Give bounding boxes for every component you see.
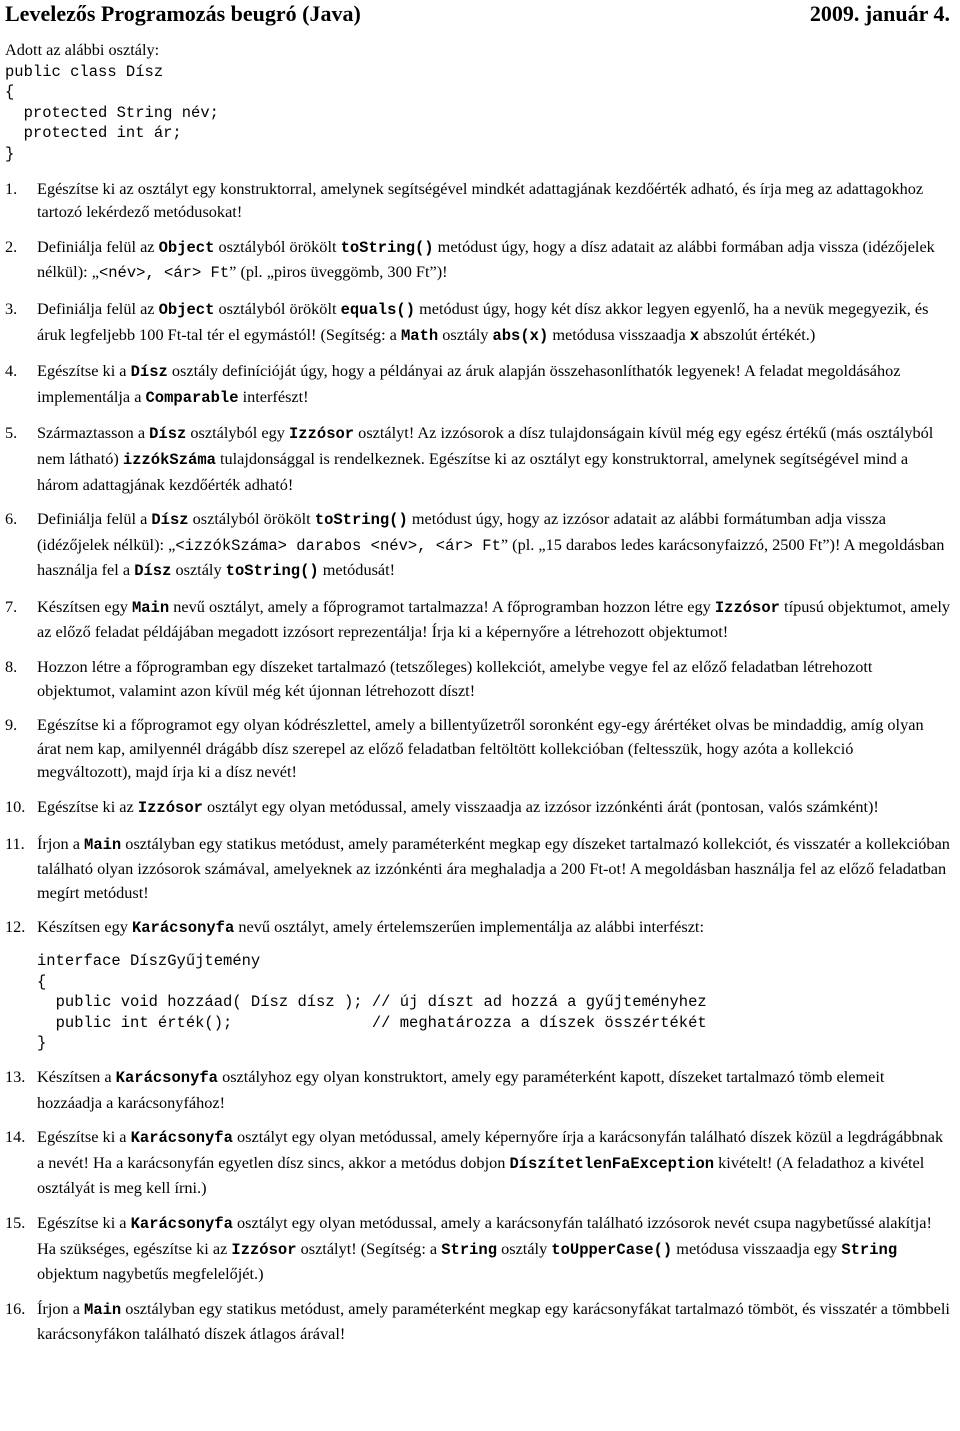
task-text-segment: Definiálja felül a [37, 509, 152, 529]
code-identifier: Main [131, 598, 170, 617]
task-text [37, 507, 950, 584]
task-text-segment: metódusa visszaadja egy [672, 1238, 842, 1258]
task-text [37, 832, 950, 905]
code-identifier: Main [84, 835, 122, 854]
code-identifier: toString() [340, 238, 434, 257]
task-text-segment: metódusát! [318, 560, 396, 580]
task-number: 6. [5, 509, 18, 529]
task-number: 16. [5, 1298, 26, 1318]
task-text-segment: Származtasson a [37, 423, 150, 443]
task-text-segment: Definiálja felül az [37, 298, 159, 318]
task-number: 7. [5, 596, 18, 616]
code-identifier: Math [400, 326, 439, 345]
task-text-segment: kivételt! (A feladathoz a kivétel osztályát is meg kell írni.) [37, 1152, 925, 1198]
task-item [5, 421, 950, 496]
task-text-segment: Egészítse ki a főprogramot egy olyan kódrészlettel, amely a billentyűzetről soronként egy-egy árértéket olvas be mindaddig, amíg olyan árat nem kap, amilyennél drágább dísz szerepel az előző feladatban feltöltött kollekcióban (feltesszük, hogy azóta a kollekció megváltozott), majd írja ki a dísz nevét! [37, 715, 924, 782]
task-text-segment: osztályból örökölt [214, 236, 341, 256]
task-item [5, 655, 950, 702]
task-number: 8. [5, 657, 18, 677]
task-number: 15. [5, 1212, 26, 1232]
task-text-segment: osztályból örökölt [214, 298, 341, 318]
code-identifier: equals() [340, 300, 415, 319]
task-item [5, 1065, 950, 1114]
task-text [37, 655, 950, 702]
task-text [37, 595, 950, 644]
task-text-segment: metódust úgy, hogy az izzósor adatait az alábbi formátumban adja vissza (idézőjelek nélkül): „ [37, 509, 886, 554]
page-header [5, 0, 950, 27]
task-text-segment: Írjon a [37, 1298, 85, 1318]
code-identifier: toString() [225, 562, 319, 581]
task-text-segment: Hozzon létre a főprogramban egy díszeket tartalmazó (tetszőleges) kollekciót, amelybe vegye fel az előző feladatban létrehozott objektumot, valamint azon kívül még két újonnan létrehozott díszt! [37, 657, 873, 700]
task-text-segment: Készítsen egy [37, 917, 132, 937]
task-number: 14. [5, 1127, 26, 1147]
task-text-segment: Egészítse ki az [37, 797, 138, 817]
task-text-segment: Egészítse ki az osztályt egy konstruktorral, amelynek segítségével mindkét adattagjának kezdőérték adható, és írja meg az adattagokhoz tartozó lekérdező metódusokat! [37, 178, 924, 222]
code-identifier: Karácsonyfa [130, 1129, 233, 1148]
code-identifier: Izzósor [714, 598, 780, 617]
task-number: 10. [5, 797, 26, 817]
task-text-segment: típusú objektumot, amely az előző feladat példájában megadott izzósort reprezentálja! Írja ki a képernyőre a létrehozott objektumot! [37, 596, 950, 642]
code-identifier: String [841, 1240, 898, 1259]
code-identifier: Izzósor [231, 1240, 297, 1259]
task-number: 13. [5, 1066, 26, 1086]
task-text-segment: Írjon a [37, 833, 85, 853]
task-text-segment: metódusa visszaadja [548, 324, 690, 344]
code-identifier: Karácsonyfa [131, 919, 235, 938]
code-identifier: String [441, 1240, 498, 1259]
task-item [5, 1211, 950, 1286]
task-text-segment: Egészítse ki a [37, 361, 131, 381]
page-title: Levelezős Programozás beugró (Java) [5, 1, 361, 26]
task-number: 12. [5, 917, 26, 937]
task-item [5, 507, 950, 584]
intro-text: Adott az alábbi osztály: [5, 40, 160, 59]
task-text [37, 1125, 950, 1200]
code-identifier: Izzósor [288, 425, 355, 444]
task-text [37, 235, 950, 286]
task-text-segment: tulajdonsággal is rendelkeznek. Egészítse ki az osztályt egy konstruktorral, amelynek segítségével mind a három adattagjának kezdőérték adható! [37, 448, 909, 494]
task-text-segment: metódust úgy, hogy két dísz akkor legyen egyenlő, ha a nevük megegyezik, és áruk legfeljebb 100 Ft-tal tér el egymástól! (Segítség: a [37, 298, 929, 344]
page-date: 2009. január 4. [809, 1, 950, 26]
task-text-segment: objektum nagybetűs megfelelőjét.) [37, 1264, 264, 1284]
task-item [5, 177, 950, 224]
task-item [5, 297, 950, 348]
task-number: 5. [5, 423, 18, 443]
code-identifier: x [689, 326, 700, 345]
task-text [37, 177, 950, 224]
task-text-segment: osztályban egy statikus metódust, amely paraméterként megkap egy karácsonyfákat tartalmazó tömböt, és visszatér a tömbbeli karácsonyfákon található díszek átlagos árával! [37, 1298, 950, 1344]
code-identifier: abs(x) [492, 326, 549, 345]
interface-code-block: interface DíszGyűjtemény { public void hozzáad( Dísz dísz ); // új díszt ad hozzá a gyűjteményhez public int érték(); // meghatározza a díszek összértékét } [37, 952, 707, 1053]
task-item [5, 359, 950, 410]
task-text-segment: osztály [438, 324, 493, 344]
task-text-segment: osztályt! (Segítség: a [296, 1238, 442, 1258]
task-item [5, 795, 950, 821]
task-item [5, 915, 950, 1054]
task-text-segment: Készítsen egy [37, 596, 132, 616]
task-item [5, 235, 950, 286]
code-identifier: Main [84, 1300, 122, 1319]
task-text [37, 1211, 950, 1286]
task-number: 11. [5, 833, 25, 853]
task-text-segment: osztály [171, 560, 226, 580]
code-identifier: toUpperCase() [551, 1240, 673, 1259]
format-template: <név>, <ár> Ft [98, 264, 230, 283]
task-text-segment: Egészítse ki a [37, 1127, 131, 1147]
task-item [5, 832, 950, 905]
code-identifier: Karácsonyfa [115, 1068, 218, 1087]
task-number: 2. [5, 236, 18, 256]
task-text [37, 795, 950, 821]
task-text-segment: nevű osztályt, amely a főprogramot tartalmazza! A főprogramban hozzon létre egy [169, 596, 715, 616]
code-identifier: Karácsonyfa [130, 1214, 233, 1233]
task-text [37, 359, 950, 410]
code-identifier: Comparable [145, 388, 239, 407]
task-item [5, 713, 950, 784]
task-text-segment: interfészt! [238, 386, 309, 406]
task-text-segment: nevű osztályt, amely értelemszerűen implementálja az alábbi interfészt: [234, 917, 704, 937]
task-text [37, 421, 950, 496]
code-identifier: Dísz [151, 511, 189, 530]
code-identifier: toString() [314, 511, 408, 530]
code-identifier: Dísz [134, 562, 172, 581]
code-identifier: Izzósor [137, 799, 203, 818]
task-text-segment: osztály definícióját úgy, hogy a példányai az áruk alapján összehasonlíthatók legyenek! A feladat megoldásához implementálja a [37, 361, 901, 406]
task-text-segment: osztályból örökölt [188, 509, 315, 529]
code-identifier: Dísz [149, 425, 187, 444]
code-identifier: Object [158, 238, 215, 257]
task-number: 9. [5, 715, 18, 735]
code-identifier: Object [158, 300, 215, 319]
task-text-segment: metódust úgy, hogy a dísz adatait az alábbi formában adja vissza (idézőjelek nélkül): „ [37, 236, 935, 282]
class-code-block: public class Dísz { protected String név; protected int ár; } [5, 62, 219, 163]
task-list [5, 177, 950, 1346]
task-text-segment: osztályból egy [186, 423, 289, 443]
task-text-segment: osztályban egy statikus metódust, amely paraméterként megkap egy díszeket tartalmazó kollekciót, és visszatér a kollekcióban található olyan izzósorok számával, amelyeknek az izzónkénti ára meghaladja a 200 Ft-ot! A megoldásban használja fel az előző feladatban megírt metódust! [37, 833, 950, 902]
code-identifier: izzókSzáma [122, 450, 216, 469]
task-number: 4. [5, 361, 18, 381]
task-text [37, 297, 950, 348]
task-text-segment: osztályt egy olyan metódussal, amely visszaadja az izzósor izzónkénti árát (pontosan, valós számként)! [202, 797, 879, 817]
task-text-segment: Definiálja felül az [37, 236, 159, 256]
task-text-segment: ” (pl. „piros üveggömb, 300 Ft”)! [229, 262, 448, 282]
task-item [5, 1297, 950, 1346]
task-text-segment: ” (pl. „15 darabos ledes karácsonyfaizzó, 2500 Ft”)! A megoldásban használja fel a [37, 534, 945, 580]
task-text-segment: osztályt egy olyan metódussal, amely képernyőre írja a karácsonyfán található díszek közül a legdrágábbnak a nevét! Ha a karácsonyfán egyetlen dísz sincs, akkor a metódus dobjon [37, 1127, 944, 1172]
task-text [37, 915, 950, 1054]
task-text-segment: abszolút értékét.) [699, 324, 816, 344]
format-template: <izzókSzáma> darabos <név>, <ár> Ft [175, 536, 501, 555]
code-identifier: Dísz [130, 363, 168, 382]
task-text-segment: osztályt! Az izzósorok a dísz tulajdonságain kívül még egy egész értékű (más osztályból nem látható) [37, 423, 934, 468]
task-text [37, 1065, 950, 1114]
task-text [37, 1297, 950, 1346]
task-text-segment: Készítsen a [37, 1066, 116, 1086]
task-item [5, 595, 950, 644]
task-text-segment: Egészítse ki a [37, 1212, 131, 1232]
task-text-segment: osztály [497, 1238, 552, 1258]
task-text [37, 713, 950, 784]
task-number: 3. [5, 298, 18, 318]
task-text-segment: osztályhoz egy olyan konstruktort, amely egy paraméterként kapott, díszeket tartalmazó tömb elemeit hozzáadja a karácsonyfához! [37, 1066, 885, 1112]
task-item [5, 1125, 950, 1200]
task-text-segment: osztályt egy olyan metódussal, amely a karácsonyfán található izzósorok nevét csupa nagybetűssé alakítja! Ha szükséges, egészítse ki az [37, 1212, 932, 1258]
code-identifier: DíszítetlenFaException [509, 1154, 715, 1173]
task-number: 1. [5, 178, 18, 198]
